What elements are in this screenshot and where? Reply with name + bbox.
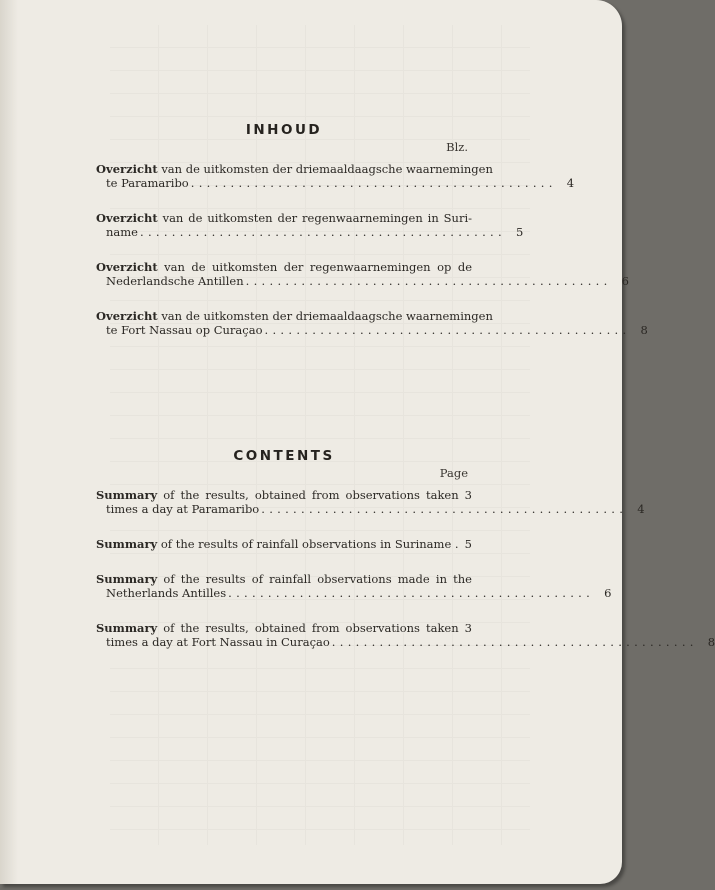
- entry-lead: Overzicht: [96, 211, 158, 225]
- entry-lead: Summary: [96, 537, 158, 551]
- toc-entry[interactable]: [96, 537, 472, 551]
- entry-text: van de uitkomsten der regenwaarnemingen op de: [164, 260, 473, 274]
- entry-text: of the results, obtained from observations taken 3: [163, 621, 472, 635]
- entry-text-cont: times a day at Fort Nassau in Curaçao: [106, 635, 330, 649]
- page-binding: [0, 0, 18, 884]
- toc-entry[interactable]: [96, 488, 645, 516]
- entry-text-cont: Netherlands Antilles: [106, 586, 227, 600]
- toc-entry[interactable]: [96, 621, 715, 649]
- entry-page: 4: [637, 502, 645, 516]
- toc-entry[interactable]: [96, 260, 629, 288]
- entry-text: of the results of rainfall observations made in the: [163, 572, 472, 586]
- entry-page: 8: [640, 323, 648, 337]
- entry-lead: Overzicht: [96, 309, 158, 323]
- leader-dots: ..............................................: [264, 323, 631, 337]
- contents-section: [96, 448, 715, 649]
- toc-entry[interactable]: [96, 572, 612, 600]
- leader-dots: ..............................................: [245, 274, 612, 288]
- entry-text-cont: times a day at Paramaribo: [106, 502, 260, 516]
- page-label: Page: [439, 466, 468, 480]
- leader-dots: ..............................................: [261, 502, 628, 516]
- entry-lead: Summary: [96, 572, 158, 586]
- entry-page: 6: [621, 274, 629, 288]
- entry-text-cont: te Fort Nassau op Curaçao: [106, 323, 263, 337]
- entry-lead: Overzicht: [96, 162, 158, 176]
- toc-entry[interactable]: [96, 309, 648, 337]
- entry-text: of the results of rainfall observations in Suriname .: [160, 537, 459, 551]
- entry-lead: Summary: [96, 621, 158, 635]
- entry-page: 5: [515, 225, 524, 239]
- entry-text: van de uitkomsten der regenwaarnemingen in Suri-: [162, 211, 473, 225]
- leader-dots: ..............................................: [228, 586, 595, 600]
- entry-text: van de uitkomsten der driemaaldaagsche waarnemingen: [161, 309, 493, 323]
- entry-text-cont: Nederlandsche Antillen: [106, 274, 244, 288]
- entry-page: 6: [604, 586, 612, 600]
- entry-lead: Summary: [96, 488, 158, 502]
- toc-entry[interactable]: [96, 211, 524, 239]
- contents-heading: CONTENTS: [233, 448, 335, 464]
- inhoud-section: [96, 122, 648, 337]
- leader-dots: ..............................................: [331, 635, 698, 649]
- blz-label: Blz.: [446, 140, 468, 154]
- entry-page: 8: [707, 635, 715, 649]
- entry-text-cont: te Paramaribo: [106, 176, 189, 190]
- entry-page: 5: [464, 537, 472, 551]
- inhoud-heading: INHOUD: [245, 122, 323, 138]
- entry-text: van de uitkomsten der driemaaldaagsche waarnemingen: [161, 162, 493, 176]
- entry-page: 4: [566, 176, 575, 190]
- entry-lead: Overzicht: [96, 260, 158, 274]
- leader-dots: ..............................................: [190, 176, 557, 190]
- entry-text-cont: name: [106, 225, 138, 239]
- leader-dots: ..............................................: [139, 225, 506, 239]
- toc-entry[interactable]: [96, 162, 575, 190]
- entry-text: of the results, obtained from observations taken 3: [163, 488, 472, 502]
